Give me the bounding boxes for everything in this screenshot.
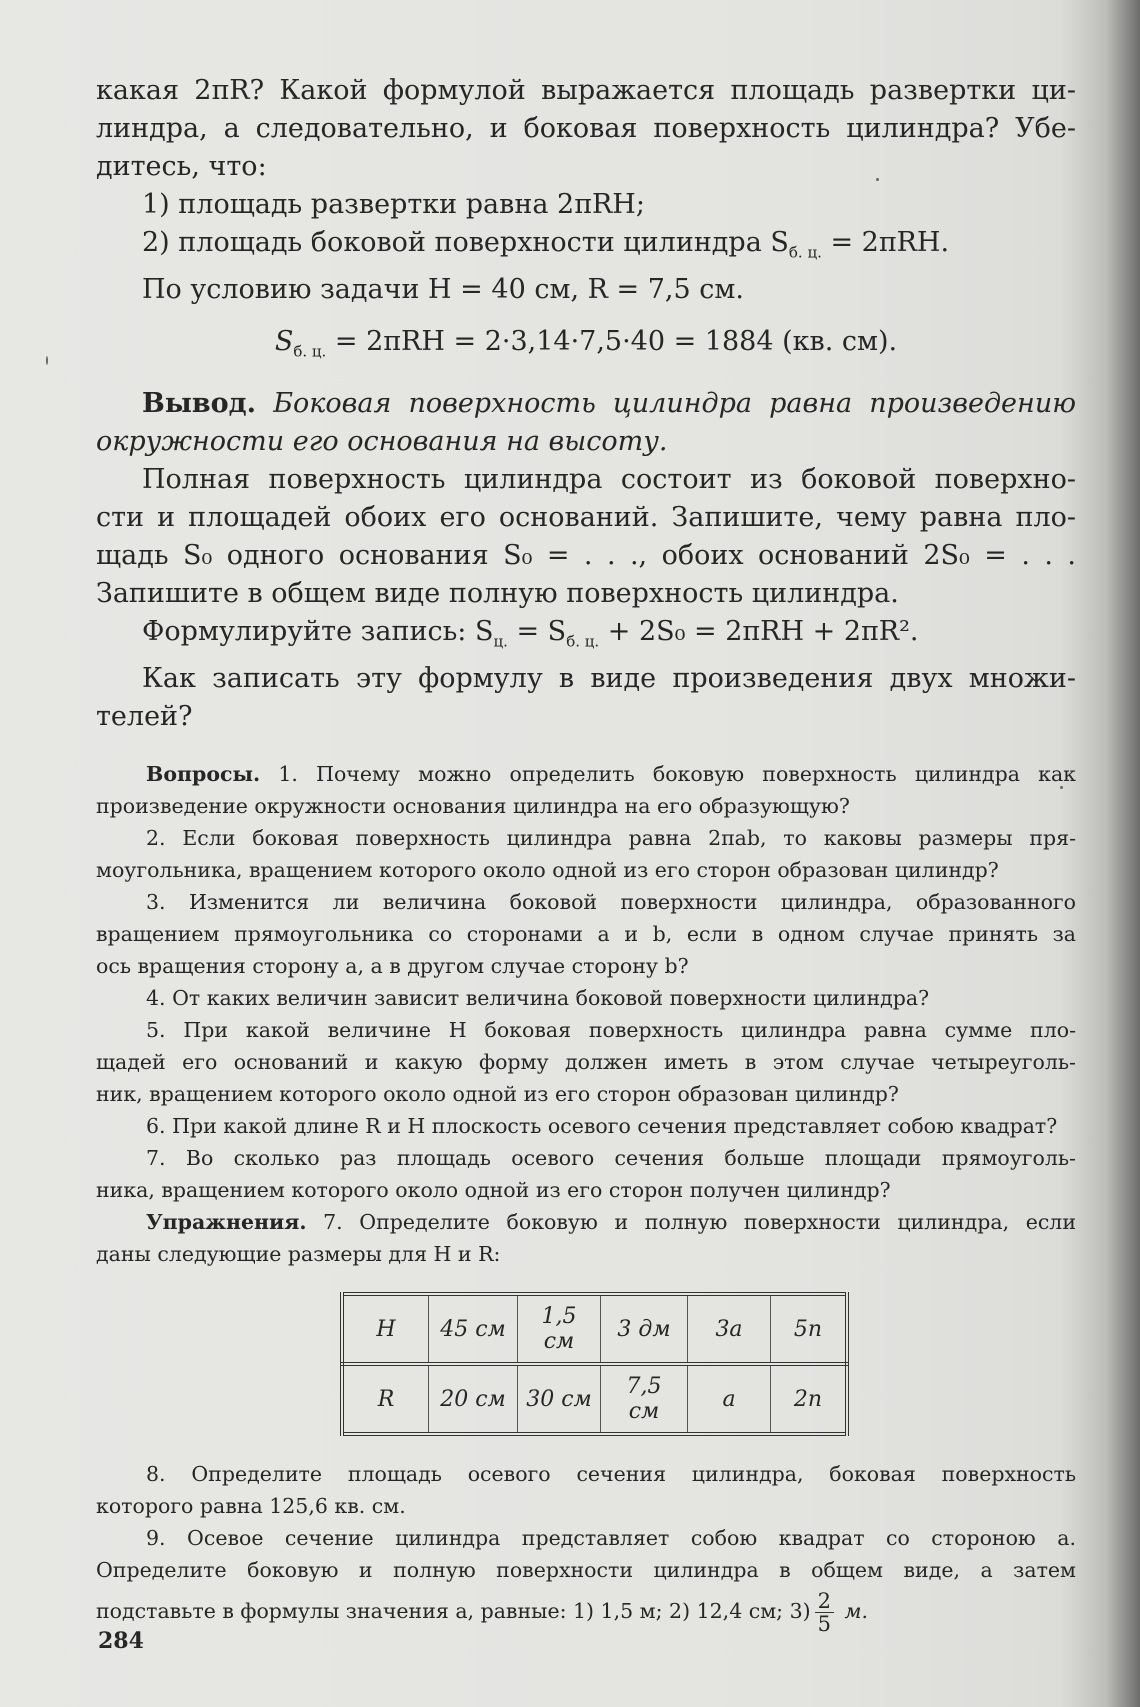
page-number: 284 xyxy=(98,1628,144,1654)
question-line: вращением прямоугольника со сторонами a и b, если в одном случае принять за xyxy=(96,922,1076,947)
exercise-line: 9. Осевое сечение цилиндра представляет собою квадрат со стороною a. xyxy=(146,1526,1076,1551)
fraction-denominator: 5 xyxy=(817,1612,832,1637)
question-line: 4. От каких величин зависит величина боковой поверхности цилиндра? xyxy=(146,986,930,1011)
text-line: щадь S₀ одного основания S₀ = . . ., обоих оснований 2S₀ = . . . xyxy=(96,539,1076,571)
table-row xyxy=(342,1294,847,1364)
subscript: б. ц. xyxy=(566,632,600,651)
text: 2) площадь боковой поверхности цилиндра S xyxy=(142,227,789,258)
table-cell: 2n xyxy=(771,1364,848,1434)
formula-line xyxy=(96,613,1076,660)
table-cell: 5n xyxy=(771,1294,848,1364)
text-line: Полная поверхность цилиндра состоит из боковой поверхно- xyxy=(142,463,1076,495)
text: 1. Почему можно определить боковую поверхность цилиндра как xyxy=(260,762,1076,787)
text-line: телей? xyxy=(96,701,193,733)
exercise-line: 8. Определите площадь осевого сечения цилиндра, боковая поверхность xyxy=(146,1462,1076,1487)
text-line: линдра, а следовательно, и боковая поверхность цилиндра? Убе- xyxy=(96,113,1076,144)
table-cell: R xyxy=(342,1364,429,1434)
exercise-line xyxy=(96,1586,1076,1636)
text-line: Запишите в общем виде полную поверхность цилиндра. xyxy=(96,577,899,609)
question-line: 7. Во сколько раз площадь осевого сечения больше площади прямоуголь- xyxy=(146,1146,1076,1171)
conclusion-label: Вывод. xyxy=(142,387,257,419)
text: 7. Определите боковую и полную поверхности цилиндра, если xyxy=(306,1210,1076,1235)
list-item: 1) площадь развертки равна 2πRH; xyxy=(142,189,645,220)
table-cell: 3 дм xyxy=(601,1294,688,1364)
table-cell: 3a xyxy=(688,1294,771,1364)
text-line: сти и площадей обоих его оснований. Запишите, чему равна пло- xyxy=(96,501,1076,533)
question-line xyxy=(96,758,1076,790)
subscript: б. ц. xyxy=(788,243,822,262)
fraction-numerator: 2 xyxy=(815,1590,834,1613)
question-line: щадей его оснований и какую форму должен иметь в этом случае четыреуголь- xyxy=(96,1050,1076,1075)
exercise-line: Определите боковую и полную поверхности цилиндра в общем виде, а затем xyxy=(96,1558,1076,1583)
unit: м. xyxy=(838,1599,869,1624)
formula-display xyxy=(96,323,1076,370)
text: Формулируйте запись: S xyxy=(142,615,494,647)
text-column xyxy=(96,72,1076,1636)
dimensions-table xyxy=(340,1292,849,1436)
exercise-line: которого равна 125,6 кв. см. xyxy=(96,1494,406,1519)
formula-symbol: S xyxy=(274,326,294,358)
table-row xyxy=(342,1364,847,1434)
questions-label: Вопросы. xyxy=(146,762,261,787)
table-cell: 30 см xyxy=(518,1364,601,1434)
list-item xyxy=(96,224,1076,271)
exercise-line xyxy=(96,1206,1076,1238)
table-cell: a xyxy=(688,1364,771,1434)
text-line: Как записать эту формулу в виде произведения двух множи- xyxy=(142,663,1076,695)
text: подставьте в формулы значения a, равные: 1) 1,5 м; 2) 12,4 см; 3) xyxy=(96,1599,811,1624)
question-line: ник, вращением которого около одной из его сторон образован цилиндр? xyxy=(96,1082,899,1107)
question-line: 5. При какой величине H боковая поверхность цилиндра равна сумме пло- xyxy=(146,1018,1076,1043)
text: = S xyxy=(507,615,567,647)
table-cell: 7,5 см xyxy=(601,1364,688,1434)
question-line: 2. Если боковая поверхность цилиндра равна 2πab, то каковы размеры пря- xyxy=(146,826,1076,851)
table-cell: 1,5 см xyxy=(518,1294,601,1364)
table-cell: 45 см xyxy=(429,1294,518,1364)
exercise-line: даны следующие размеры для H и R: xyxy=(96,1242,501,1267)
question-line: произведение окружности основания цилиндра на его образующую? xyxy=(96,794,850,819)
fraction xyxy=(815,1590,834,1635)
formula-text: = 2πRH = 2·3,14·7,5·40 = 1884 (кв. см). xyxy=(326,326,898,358)
text-line: какая 2πR? Какой формулой выражается площадь развертки ци- xyxy=(96,75,1076,106)
print-speck xyxy=(46,356,48,365)
question-line: моугольника, вращением которого около одной из его сторон образован цилиндр? xyxy=(96,858,999,883)
text: = 2πRH. xyxy=(821,227,950,258)
subscript: ц. xyxy=(493,632,508,651)
conclusion-line xyxy=(96,385,1076,423)
text-line: По условию задачи H = 40 см, R = 7,5 см. xyxy=(142,274,744,306)
text: + 2S₀ = 2πRH + 2πR². xyxy=(599,615,919,647)
exercises-label: Упражнения. xyxy=(146,1210,307,1235)
table-cell: 20 см xyxy=(429,1364,518,1434)
question-line: 6. При какой длине R и H плоскость осевого сечения представляет собою квадрат? xyxy=(146,1114,1058,1139)
conclusion-text: Боковая поверхность цилиндра равна произведению xyxy=(273,387,1076,419)
question-line: ника, вращением которого около одной из его сторон получен цилиндр? xyxy=(96,1178,891,1203)
subscript: б. ц. xyxy=(293,342,327,361)
question-line: 3. Изменится ли величина боковой поверхности цилиндра, образованного xyxy=(146,890,1076,915)
conclusion-line: окружности его основания на высоту. xyxy=(96,425,668,457)
text-line: дитесь, что: xyxy=(96,151,267,182)
question-line: ось вращения сторону a, а в другом случае сторону b? xyxy=(96,954,689,979)
table-cell: H xyxy=(342,1294,429,1364)
